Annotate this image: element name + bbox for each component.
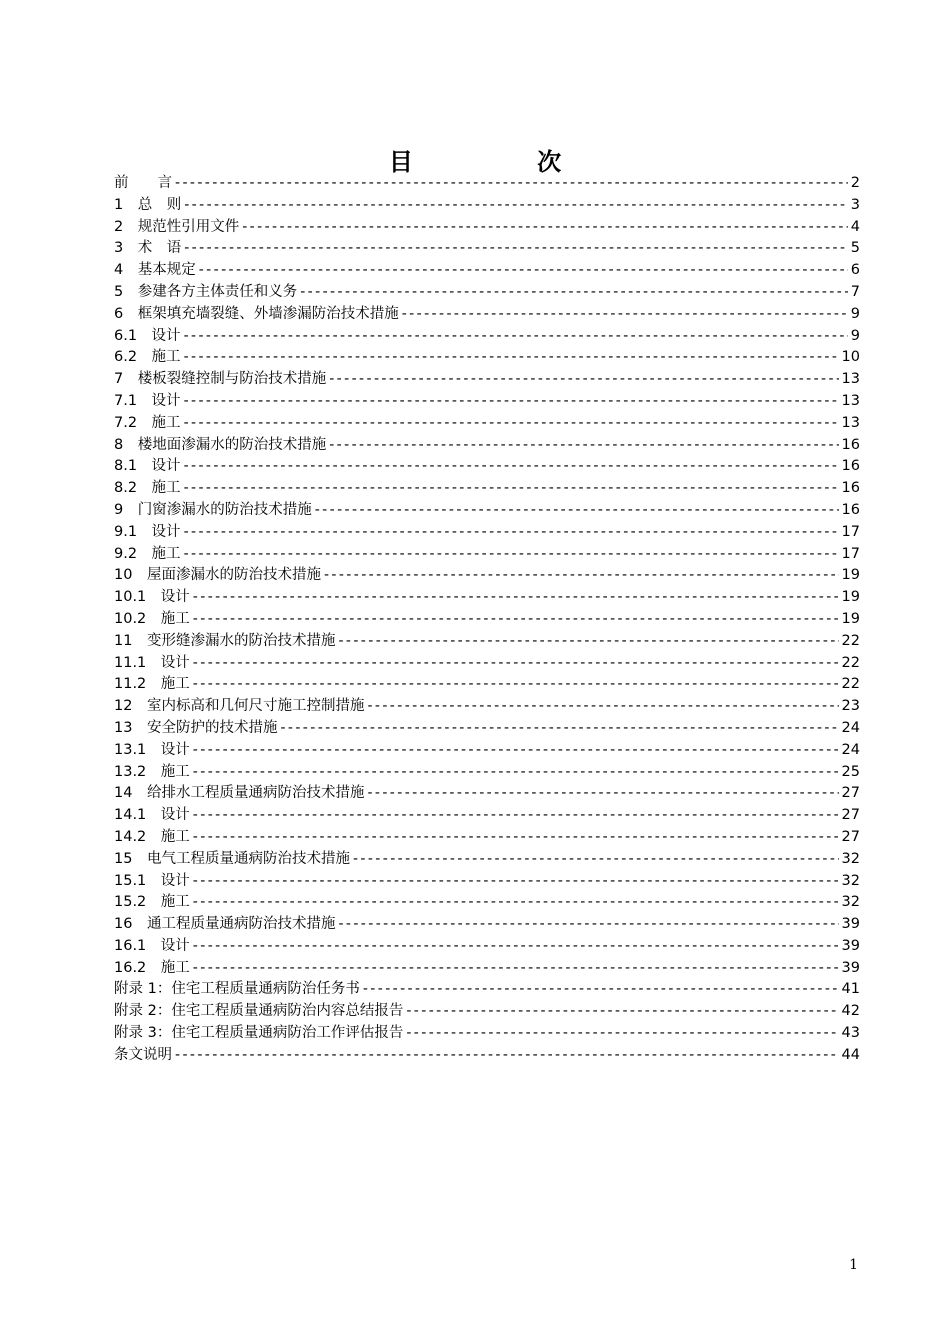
toc-entry-page: 9 (850, 305, 860, 322)
toc-leader-dots (402, 304, 848, 326)
toc-entry-label: 13.1 设计 (114, 741, 190, 758)
toc-entry-page: 16 (841, 480, 860, 497)
toc-entry[interactable] (114, 609, 860, 631)
toc-entry-page: 17 (841, 523, 860, 540)
toc-entry-label: 8.1 设计 (114, 458, 181, 475)
toc-leader-dots (175, 1045, 839, 1067)
toc-leader-dots (184, 413, 839, 435)
toc-entry-page: 39 (841, 937, 860, 954)
toc-entry-label: 12 室内标高和几何尺寸施工控制措施 (114, 698, 365, 715)
toc-leader-dots (184, 326, 848, 348)
toc-leader-dots (315, 500, 839, 522)
toc-leader-dots (406, 1001, 838, 1023)
toc-entry-page: 27 (841, 828, 860, 845)
toc-entry-label: 2 规范性引用文件 (114, 218, 240, 235)
toc-entry[interactable] (114, 631, 860, 653)
toc-entry-page: 32 (841, 872, 860, 889)
toc-entry[interactable] (114, 892, 860, 914)
toc-entry[interactable] (114, 979, 860, 1001)
toc-entry-label: 16 通工程质量通病防治技术措施 (114, 916, 336, 933)
toc-entry-label: 11.2 施工 (114, 676, 190, 693)
toc-entry-page: 27 (841, 807, 860, 824)
toc-entry-label: 9 门窗渗漏水的防治技术措施 (114, 501, 312, 518)
toc-entry[interactable] (114, 304, 860, 326)
toc-entry-page: 23 (841, 698, 860, 715)
toc-entry[interactable] (114, 783, 860, 805)
toc-entry-label: 11.1 设计 (114, 654, 190, 671)
toc-entry[interactable] (114, 435, 860, 457)
toc-leader-dots (184, 522, 839, 544)
toc-entry-page: 22 (841, 654, 860, 671)
toc-entry[interactable] (114, 871, 860, 893)
toc-leader-dots (280, 718, 838, 740)
toc-entry[interactable] (114, 326, 860, 348)
toc-entry-label: 14 给排水工程质量通病防治技术措施 (114, 785, 365, 802)
toc-leader-dots (324, 565, 839, 587)
toc-entry-label: 15.2 施工 (114, 894, 190, 911)
toc-entry-page: 24 (841, 719, 860, 736)
toc-entry[interactable] (114, 653, 860, 675)
toc-entry-page: 13 (841, 392, 860, 409)
toc-leader-dots (193, 609, 839, 631)
toc-entry-page: 22 (841, 676, 860, 693)
toc-entry-page: 32 (841, 894, 860, 911)
toc-leader-dots (193, 871, 839, 893)
toc-entry[interactable] (114, 522, 860, 544)
toc-entry-label: 6.1 设计 (114, 327, 181, 344)
toc-leader-dots (363, 979, 839, 1001)
toc-entry-page: 39 (841, 916, 860, 933)
toc-leader-dots (367, 783, 838, 805)
toc-entry[interactable] (114, 827, 860, 849)
toc-entry-label: 5 参建各方主体责任和义务 (114, 283, 298, 300)
toc-entry[interactable] (114, 195, 860, 217)
toc-entry[interactable] (114, 456, 860, 478)
toc-entry-page: 3 (850, 196, 860, 213)
toc-entry-label: 附录 2：住宅工程质量通病防治内容总结报告 (114, 1003, 404, 1020)
toc-entry-page: 43 (841, 1025, 860, 1042)
toc-leader-dots (184, 238, 848, 260)
toc-entry-page: 19 (841, 610, 860, 627)
toc-entry[interactable] (114, 740, 860, 762)
toc-leader-dots (184, 478, 839, 500)
toc-entry[interactable] (114, 347, 860, 369)
toc-leader-dots (193, 936, 839, 958)
toc-entry-label: 13.2 施工 (114, 763, 190, 780)
toc-entry-label: 15.1 设计 (114, 872, 190, 889)
toc-leader-dots (193, 805, 839, 827)
toc-entry-page: 39 (841, 959, 860, 976)
toc-entry[interactable] (114, 260, 860, 282)
toc-leader-dots (193, 653, 839, 675)
toc-entry-label: 15 电气工程质量通病防治技术措施 (114, 850, 350, 867)
toc-entry-label: 3 术 语 (114, 240, 182, 257)
toc-entry-label: 14.1 设计 (114, 807, 190, 824)
toc-entry[interactable] (114, 217, 860, 239)
toc-entry-label: 附录 1：住宅工程质量通病防治任务书 (114, 981, 360, 998)
toc-entry[interactable] (114, 238, 860, 260)
toc-entry-label: 7 楼板裂缝控制与防治技术措施 (114, 371, 327, 388)
toc-entry-label: 1 总 则 (114, 196, 182, 213)
toc-leader-dots (329, 369, 838, 391)
toc-entry-page: 7 (850, 283, 860, 300)
toc-entry[interactable] (114, 478, 860, 500)
toc-leader-dots (353, 849, 839, 871)
toc-leader-dots (193, 827, 839, 849)
toc-entry-page: 19 (841, 589, 860, 606)
toc-leader-dots (193, 587, 839, 609)
toc-entry-label: 附录 3：住宅工程质量通病防治工作评估报告 (114, 1025, 404, 1042)
toc-leader-dots (193, 740, 839, 762)
table-of-contents (114, 173, 860, 1067)
toc-entry-page: 13 (841, 371, 860, 388)
toc-entry-page: 27 (841, 785, 860, 802)
toc-leader-dots (406, 1023, 838, 1045)
toc-entry[interactable] (114, 1023, 860, 1045)
toc-entry-page: 16 (841, 501, 860, 518)
toc-entry-page: 44 (841, 1046, 860, 1063)
toc-entry[interactable] (114, 762, 860, 784)
toc-leader-dots (193, 762, 839, 784)
toc-entry-label: 4 基本规定 (114, 262, 196, 279)
toc-entry-page: 25 (841, 763, 860, 780)
toc-entry-label: 8.2 施工 (114, 480, 181, 497)
toc-leader-dots (184, 347, 839, 369)
toc-entry-label: 6.2 施工 (114, 349, 181, 366)
toc-entry[interactable] (114, 696, 860, 718)
toc-entry[interactable] (114, 369, 860, 391)
toc-entry-label: 7.1 设计 (114, 392, 181, 409)
toc-leader-dots (184, 195, 848, 217)
page-number: 1 (849, 1257, 858, 1273)
toc-entry-label: 16.1 设计 (114, 937, 190, 954)
toc-entry-label: 8 楼地面渗漏水的防治技术措施 (114, 436, 327, 453)
toc-entry[interactable] (114, 718, 860, 740)
toc-entry-page: 16 (841, 458, 860, 475)
toc-leader-dots (193, 892, 839, 914)
toc-title: 目 次 (388, 148, 620, 176)
toc-leader-dots (184, 456, 839, 478)
toc-entry[interactable] (114, 805, 860, 827)
toc-entry[interactable] (114, 391, 860, 413)
toc-leader-dots (329, 435, 838, 457)
toc-entry-page: 32 (841, 850, 860, 867)
toc-entry-page: 2 (850, 175, 860, 191)
toc-entry[interactable] (114, 173, 860, 195)
toc-entry-page: 10 (841, 349, 860, 366)
toc-entry-label: 10.2 施工 (114, 610, 190, 627)
toc-entry-label: 10 屋面渗漏水的防治技术措施 (114, 567, 321, 584)
toc-entry[interactable] (114, 674, 860, 696)
toc-entry[interactable] (114, 413, 860, 435)
toc-entry[interactable] (114, 565, 860, 587)
toc-entry-page: 5 (850, 240, 860, 257)
toc-leader-dots (193, 958, 839, 980)
toc-entry[interactable] (114, 282, 860, 304)
toc-entry-page: 24 (841, 741, 860, 758)
toc-entry-page: 4 (850, 218, 860, 235)
toc-leader-dots (199, 260, 848, 282)
toc-entry-page: 22 (841, 632, 860, 649)
toc-entry-label: 13 安全防护的技术措施 (114, 719, 278, 736)
toc-entry-label: 9.1 设计 (114, 523, 181, 540)
toc-entry[interactable] (114, 936, 860, 958)
toc-entry-label: 6 框架填充墙裂缝、外墙渗漏防治技术措施 (114, 305, 399, 322)
toc-leader-dots (242, 217, 848, 239)
toc-entry-label: 7.2 施工 (114, 414, 181, 431)
toc-entry-page: 19 (841, 567, 860, 584)
toc-entry[interactable] (114, 914, 860, 936)
toc-entry[interactable] (114, 849, 860, 871)
toc-leader-dots (175, 173, 848, 195)
toc-leader-dots (300, 282, 848, 304)
toc-leader-dots (184, 391, 839, 413)
toc-leader-dots (367, 696, 838, 718)
toc-entry-page: 13 (841, 414, 860, 431)
toc-entry-label: 9.2 施工 (114, 545, 181, 562)
toc-entry-label: 16.2 施工 (114, 959, 190, 976)
toc-entry[interactable] (114, 544, 860, 566)
toc-entry[interactable] (114, 1045, 860, 1067)
toc-entry-label: 14.2 施工 (114, 828, 190, 845)
toc-entry[interactable] (114, 500, 860, 522)
toc-entry-page: 17 (841, 545, 860, 562)
toc-entry-label: 前 言 (114, 175, 172, 191)
toc-entry-label: 11 变形缝渗漏水的防治技术措施 (114, 632, 336, 649)
toc-entry[interactable] (114, 587, 860, 609)
toc-entry-page: 6 (850, 262, 860, 279)
toc-leader-dots (338, 631, 838, 653)
toc-leader-dots (184, 544, 839, 566)
toc-entry-page: 42 (841, 1003, 860, 1020)
toc-entry-page: 16 (841, 436, 860, 453)
toc-leader-dots (193, 674, 839, 696)
toc-entry-label: 条文说明 (114, 1046, 172, 1063)
toc-leader-dots (338, 914, 838, 936)
toc-entry-page: 9 (850, 327, 860, 344)
toc-entry-page: 41 (841, 981, 860, 998)
toc-entry-label: 10.1 设计 (114, 589, 190, 606)
toc-entry[interactable] (114, 1001, 860, 1023)
toc-entry[interactable] (114, 958, 860, 980)
